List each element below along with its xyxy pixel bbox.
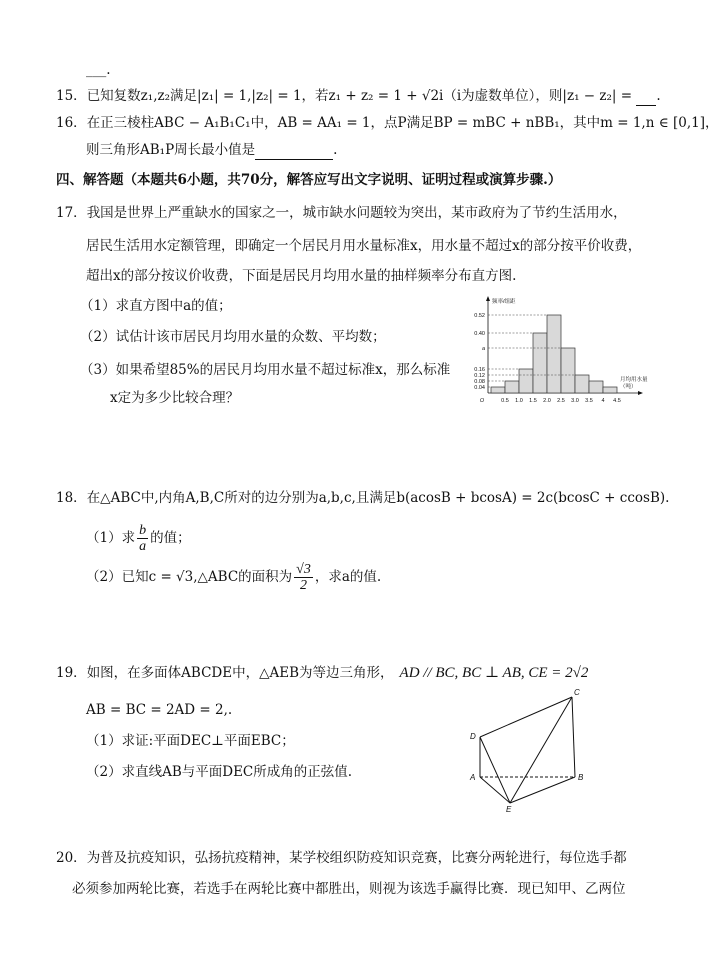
question-20-line1 xyxy=(56,848,627,868)
numerator: √3 xyxy=(296,562,311,577)
label-A: A xyxy=(470,773,476,782)
y-tick-label: a xyxy=(481,346,485,352)
x-tick-label: 2.5 xyxy=(557,398,565,404)
question-19-line1 xyxy=(56,663,588,683)
y-tick-label: 0.08 xyxy=(474,379,485,385)
histogram-bar xyxy=(589,381,603,393)
x-axis-label: 月均用水量 xyxy=(620,377,648,383)
part-text: （2）已知c = √3,△ABC的面积为 xyxy=(86,569,293,585)
part-text: ，求a的值. xyxy=(314,569,382,585)
question-19-part2: （2）求直线AB与平面DEC所成角的正弦值. xyxy=(86,764,353,780)
edge-CB xyxy=(572,697,575,777)
question-text: 在正三棱柱ABC − A₁B₁C₁中，AB = AA₁ = 1，点P满足BP = mBC + nBB₁，其中m = 1,n ∈ [0,1]， xyxy=(86,115,719,131)
section-header: 四、解答题（本题共6小题，共70分，解答应写出文字说明、证明过程或演算步骤.） xyxy=(56,172,562,188)
question-16-line1 xyxy=(56,113,719,133)
question-17-part3: （3）如果希望85%的居民月均用水量不超过标准x，那么标准 xyxy=(80,362,451,378)
edge-CE xyxy=(510,697,572,803)
question-19-line2: AB = BC = 2AD = 2,. xyxy=(86,702,233,718)
x-tick-label: O xyxy=(479,398,485,404)
question-17-part2: （2）试估计该市居民月均用水量的众数、平均数； xyxy=(80,329,386,345)
numerator: b xyxy=(139,523,147,538)
label-B: B xyxy=(578,773,584,782)
edge-AE xyxy=(480,777,510,803)
question-text: 我国是世界上严重缺水的国家之一，城市缺水问题较为突出，某市政府为了节约生活用水， xyxy=(86,205,627,221)
question-number: 17． xyxy=(56,205,87,221)
edge-EB xyxy=(510,777,575,803)
polyhedron-figure xyxy=(460,685,620,815)
question-text: 在△ABC中,内角A,B,C所对的边分别为a,b,c,且满足b(acosB + bcosA) = 2c(bcosC + ccosB). xyxy=(86,490,670,506)
histogram-bar xyxy=(561,348,575,393)
question-text: 已知复数z₁,z₂满足|z₁| = 1,|z₂| = 1，若z₁ + z₂ = 1 + √2i（i为虚数单位），则|z₁ − z₂| = xyxy=(86,88,637,104)
question-20-line2: 必须参加两轮比赛，若选手在两轮比赛中都胜出，则视为该选手赢得比赛．现已知甲、乙两位 xyxy=(72,881,626,897)
answer-blank xyxy=(255,146,333,160)
question-number: 18． xyxy=(56,490,87,506)
y-tick-label: 0.12 xyxy=(474,373,485,379)
question-text: 则三角形AB₁P周长最小值是 xyxy=(86,142,256,158)
x-tick-label: 2.0 xyxy=(543,398,551,404)
label-C: C xyxy=(574,688,580,697)
question-16-line2 xyxy=(86,140,337,160)
x-tick-label: 0.5 xyxy=(501,398,509,404)
y-tick-label: 0.04 xyxy=(474,385,485,391)
label-D: D xyxy=(470,732,476,741)
question-19-part1: （1）求证:平面DEC⊥平面EBC； xyxy=(86,733,295,749)
histogram-bar xyxy=(519,369,533,393)
x-tick-label: 1.5 xyxy=(529,398,537,404)
question-conditions: AD // BC, BC ⊥ AB, CE = 2√2 xyxy=(399,665,589,681)
x-tick-label: 1.0 xyxy=(515,398,523,404)
y-tick-label: 0.16 xyxy=(474,367,485,373)
question-15 xyxy=(56,86,661,106)
question-17-part3-cont: x定为多少比较合理？ xyxy=(110,390,240,406)
histogram-bar xyxy=(533,333,547,393)
answer-blank-fragment: ___. xyxy=(86,62,111,78)
question-text: 为普及抗疫知识，弘扬抗疫精神，某学校组织防疫知识竞赛，比赛分两轮进行，每位选手都 xyxy=(86,850,627,866)
label-E: E xyxy=(506,805,512,814)
part-text: 的值； xyxy=(150,530,191,546)
edge-DE xyxy=(480,737,510,803)
part-label: （1）求 xyxy=(86,530,136,546)
y-tick-label: 0.40 xyxy=(474,331,485,337)
x-tick-label: 3.5 xyxy=(585,398,593,404)
period: . xyxy=(333,142,338,158)
histogram-bar xyxy=(603,387,617,393)
x-tick-label: 4.5 xyxy=(613,398,621,404)
edge-DC xyxy=(480,697,572,737)
y-axis-arrow xyxy=(486,296,490,301)
question-17-line2: 居民生活用水定额管理，即确定一个居民月用水量标准x，用水量不超过x的部分按平价收费， xyxy=(86,238,642,254)
histogram-bar xyxy=(505,381,519,393)
x-axis-label-unit: （吨） xyxy=(620,384,637,390)
x-tick-label: 4 xyxy=(601,398,605,404)
question-18-line1 xyxy=(56,488,669,508)
period: . xyxy=(656,88,661,104)
fraction-sqrt3-over-2 xyxy=(294,562,313,593)
question-number: 20． xyxy=(56,850,87,866)
histogram-bar xyxy=(547,315,561,393)
x-tick-label: 3.0 xyxy=(571,398,579,404)
histogram-bar xyxy=(575,375,589,393)
x-axis-arrow xyxy=(638,391,643,395)
question-18-part1 xyxy=(86,522,191,554)
histogram-bar xyxy=(491,387,505,393)
question-17-line3: 超出x的部分按议价收费，下面是居民月均用水量的抽样频率分布直方图. xyxy=(86,268,517,284)
question-text: 如图，在多面体ABCDE中，△AEB为等边三角形， xyxy=(86,665,394,681)
question-17-line1 xyxy=(56,203,627,223)
question-number: 15． xyxy=(56,88,87,104)
y-axis-label: 频率/组距 xyxy=(492,299,516,305)
denominator: a xyxy=(139,539,147,554)
denominator: 2 xyxy=(300,578,308,593)
y-tick-label: 0.52 xyxy=(474,313,485,319)
question-18-part2 xyxy=(86,561,381,593)
fraction-b-over-a xyxy=(137,523,148,554)
histogram-chart xyxy=(460,295,648,415)
question-17-part1: （1）求直方图中a的值； xyxy=(80,298,232,314)
question-number: 16． xyxy=(56,115,87,131)
answer-blank xyxy=(636,92,656,106)
question-number: 19． xyxy=(56,665,87,681)
